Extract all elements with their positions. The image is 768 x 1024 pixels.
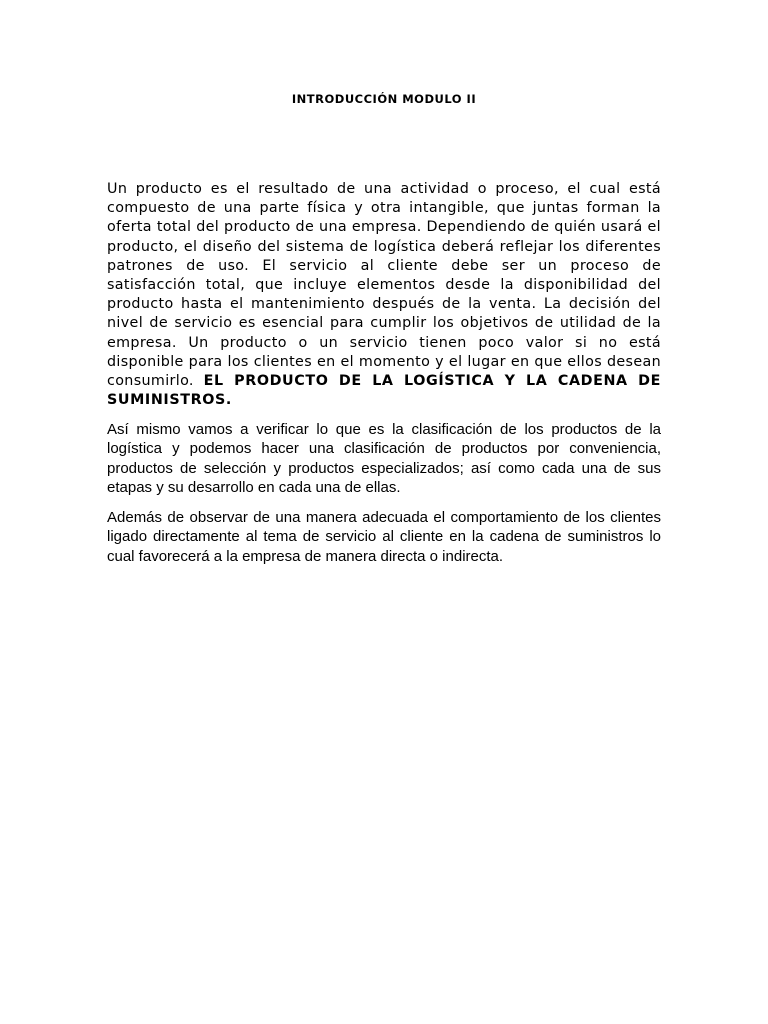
paragraph-customer-behavior: Además de observar de una manera adecuada el comportamiento de los clientes ligado directamente al tema de servicio al cliente en la cadena de suministros lo cual favorecerá a la empresa de manera directa o indirecta. bbox=[107, 509, 661, 565]
paragraph-introduction-emphasis: EL PRODUCTO DE LA LOGÍSTICA Y LA CADENA DE SUMINISTROS. bbox=[107, 373, 662, 409]
paragraph-introduction-text: Un producto es el resultado de una actividad o proceso, el cual está compuesto de una parte física y otra intangible, que juntas forman la oferta total del producto de una empresa. Dependiendo de quién usará el producto, el diseño del sistema de logística deberá reflejar los diferentes patrones de uso. El servicio al cliente debe ser un proceso de satisfacción total, que incluye elementos desde la disponibilidad del producto hasta el mantenimiento después de la venta. La decisión del nivel de servicio es esencial para cumplir los objetivos de utilidad de la empresa. Un producto o un servicio tienen poco valor si no está disponible para los clientes en el momento y el lugar en que ellos desean consumirlo. bbox=[107, 181, 661, 390]
document-title: INTRODUCCIÓN MODULO II bbox=[291, 92, 477, 106]
paragraph-classification: Así mismo vamos a verificar lo que es la clasificación de los productos de la logística y podemos hacer una clasificación de productos por conveniencia, productos de selección y productos especializados; así como cada una de sus etapas y su desarrollo en cada una de ellas. bbox=[107, 421, 661, 497]
paragraph-introduction bbox=[107, 180, 661, 410]
